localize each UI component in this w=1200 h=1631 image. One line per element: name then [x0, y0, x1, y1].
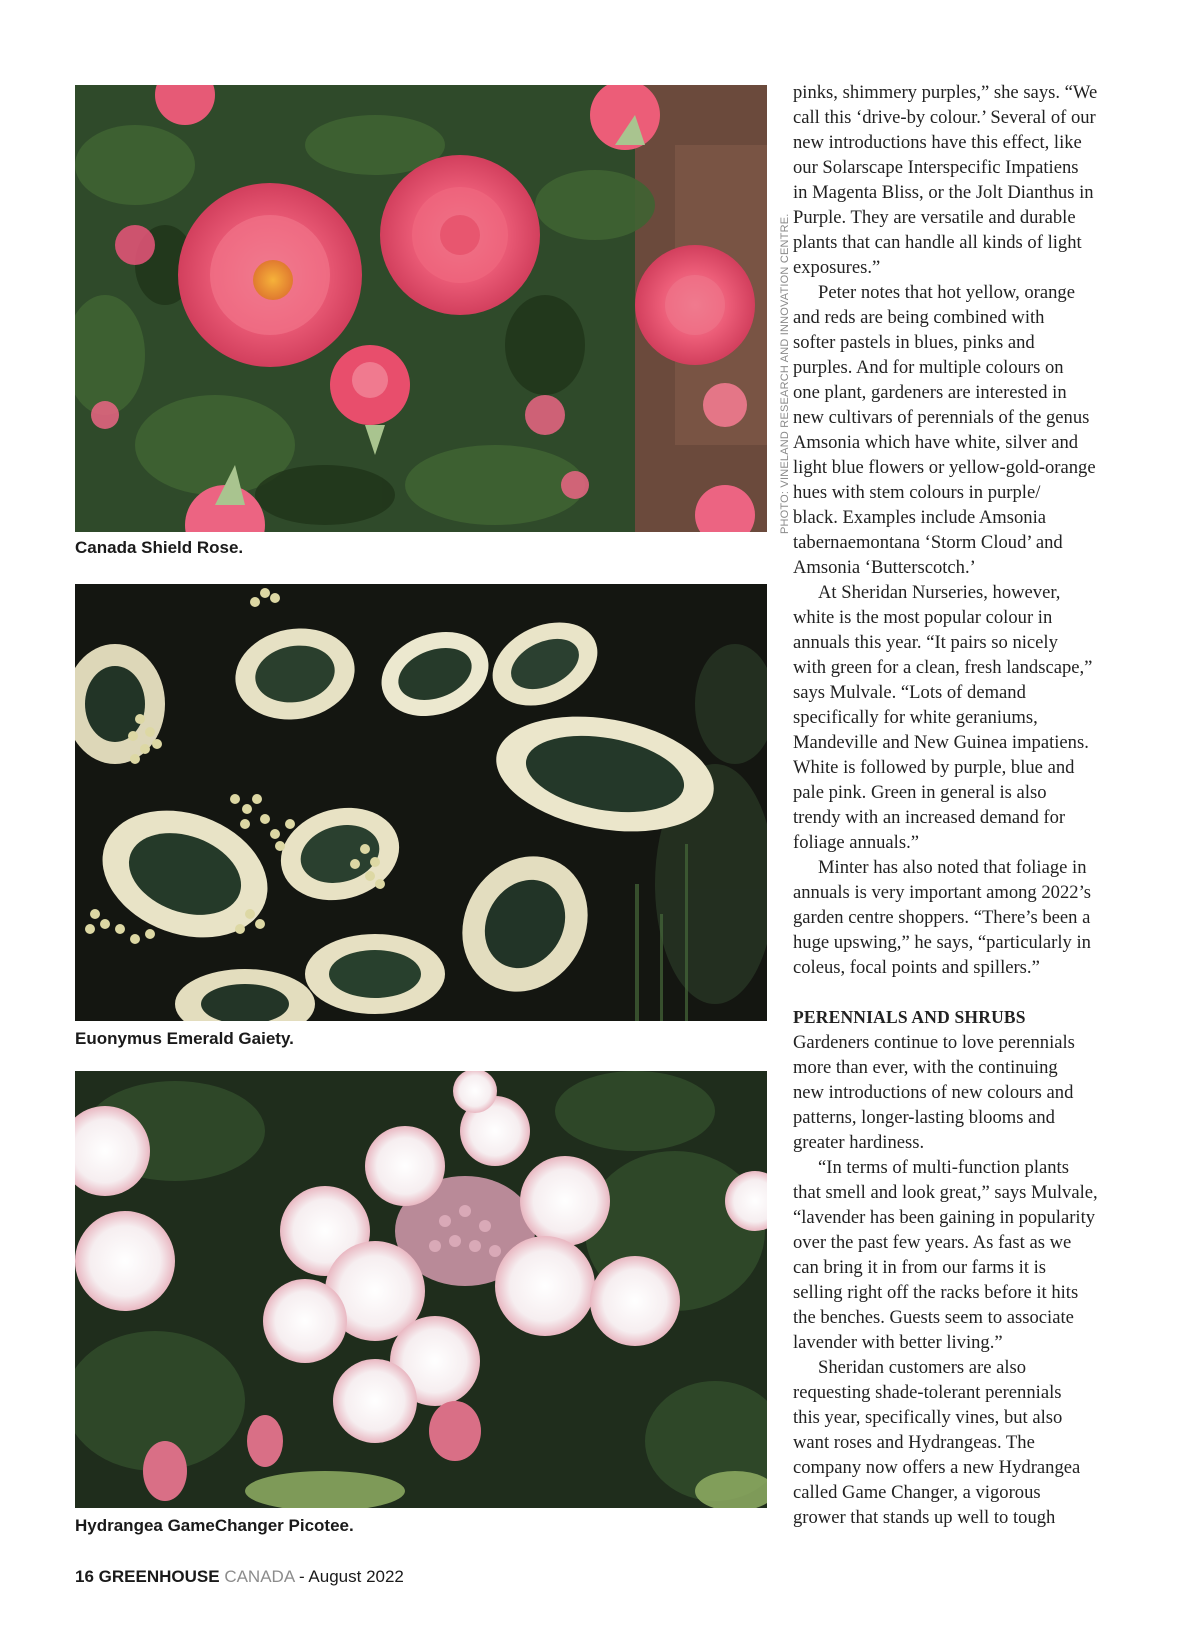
- article-line: hues with stem colours in purple/: [793, 482, 1041, 503]
- article-line: greater hardiness.: [793, 1132, 925, 1153]
- article-line: one plant, gardeners are interested in: [793, 382, 1067, 403]
- article-line: coleus, focal points and spillers.”: [793, 957, 1040, 978]
- article-line: Amsonia which have white, silver and: [793, 432, 1079, 453]
- euonymus-caption: Euonymus Emerald Gaiety.: [75, 1029, 294, 1048]
- article-line: grower that stands up well to tough: [793, 1507, 1056, 1528]
- article-line: company now offers a new Hydrangea: [793, 1457, 1081, 1478]
- section-heading: PERENNIALS AND SHRUBS: [793, 1007, 1026, 1027]
- article-line: black. Examples include Amsonia: [793, 507, 1047, 528]
- article-line: in Magenta Bliss, or the Jolt Dianthus in: [793, 182, 1094, 203]
- article-line: specifically for white geraniums,: [793, 707, 1038, 728]
- article-line: softer pastels in blues, pinks and: [793, 332, 1035, 353]
- article-line: tabernaemontana ‘Storm Cloud’ and: [793, 532, 1063, 553]
- article-line: garden centre shoppers. “There’s been a: [793, 907, 1091, 928]
- article-line: Purple. They are versatile and durable: [793, 207, 1076, 228]
- article-line: can bring it in from our farms it is: [793, 1257, 1047, 1278]
- article-line: over the past few years. As fast as we: [793, 1232, 1072, 1253]
- magazine-name: GREENHOUSE: [98, 1567, 220, 1586]
- article-line: patterns, longer-lasting blooms and: [793, 1107, 1055, 1128]
- article-line: huge upswing,” he says, “particularly in: [793, 932, 1091, 953]
- article-line: “In terms of multi-function plants: [818, 1157, 1069, 1178]
- paragraph-gap: [793, 980, 1133, 1005]
- article-line: light blue flowers or yellow-gold-orange: [793, 457, 1096, 478]
- article-line: want roses and Hydrangeas. The: [793, 1432, 1035, 1453]
- article-line: this year, specifically vines, but also: [793, 1407, 1063, 1428]
- article-line: pinks, shimmery purples,” she says. “We: [793, 82, 1098, 103]
- page-number: 16: [75, 1567, 94, 1586]
- article-line: lavender with better living.”: [793, 1332, 1003, 1353]
- hydrangea-gamechanger-picotee-photo: [75, 1071, 767, 1508]
- article-line: requesting shade-tolerant perennials: [793, 1382, 1062, 1403]
- article-line: Gardeners continue to love perennials: [793, 1032, 1075, 1053]
- page-footer: [75, 1567, 404, 1587]
- article-line: call this ‘drive-by colour.’ Several of our: [793, 107, 1096, 128]
- article-line: exposures.”: [793, 257, 881, 278]
- article-line: plants that can handle all kinds of light: [793, 232, 1082, 253]
- article-line: White is followed by purple, blue and: [793, 757, 1075, 778]
- canada-shield-rose-photo: [75, 85, 767, 532]
- article-line: foliage annuals.”: [793, 832, 919, 853]
- article-line: says Mulvale. “Lots of demand: [793, 682, 1026, 703]
- article-line: new cultivars of perennials of the genus: [793, 407, 1090, 428]
- article-line: annuals this year. “It pairs so nicely: [793, 632, 1058, 653]
- article-line: Mandeville and New Guinea impatiens.: [793, 732, 1089, 753]
- article-line: Amsonia ‘Butterscotch.’: [793, 557, 976, 578]
- magazine-name-light: CANADA: [224, 1567, 295, 1586]
- article-line: At Sheridan Nurseries, however,: [818, 582, 1061, 603]
- article-line: Sheridan customers are also: [818, 1357, 1027, 1378]
- article-line: called Game Changer, a vigorous: [793, 1482, 1041, 1503]
- article-line: new introductions of new colours and: [793, 1082, 1074, 1103]
- article-line: pale pink. Green in general is also: [793, 782, 1047, 803]
- article-line: new introductions have this effect, like: [793, 132, 1082, 153]
- photo-credit: PHOTO: VINELAND RESEARCH AND INNOVATION CENTRE.: [779, 213, 791, 534]
- rose-caption: Canada Shield Rose.: [75, 538, 244, 557]
- issue-date: - August 2022: [298, 1567, 404, 1586]
- article-line: annuals is very important among 2022’s: [793, 882, 1091, 903]
- article-line: and reds are being combined with: [793, 307, 1045, 328]
- article-column: [793, 80, 1133, 1530]
- article-line: purples. And for multiple colours on: [793, 357, 1064, 378]
- euonymus-emerald-gaiety-photo: [75, 584, 767, 1021]
- article-line: that smell and look great,” says Mulvale,: [793, 1182, 1098, 1203]
- article-line: Minter has also noted that foliage in: [818, 857, 1087, 878]
- article-line: trendy with an increased demand for: [793, 807, 1066, 828]
- article-line: “lavender has been gaining in popularity: [793, 1207, 1096, 1228]
- article-line: more than ever, with the continuing: [793, 1057, 1058, 1078]
- article-line: our Solarscape Interspecific Impatiens: [793, 157, 1079, 178]
- article-line: white is the most popular colour in: [793, 607, 1053, 628]
- article-line: the benches. Guests seem to associate: [793, 1307, 1074, 1328]
- article-line: Peter notes that hot yellow, orange: [818, 282, 1075, 303]
- article-line: with green for a clean, fresh landscape,”: [793, 657, 1093, 678]
- hydrangea-caption: Hydrangea GameChanger Picotee.: [75, 1516, 354, 1535]
- article-line: selling right off the racks before it hits: [793, 1282, 1079, 1303]
